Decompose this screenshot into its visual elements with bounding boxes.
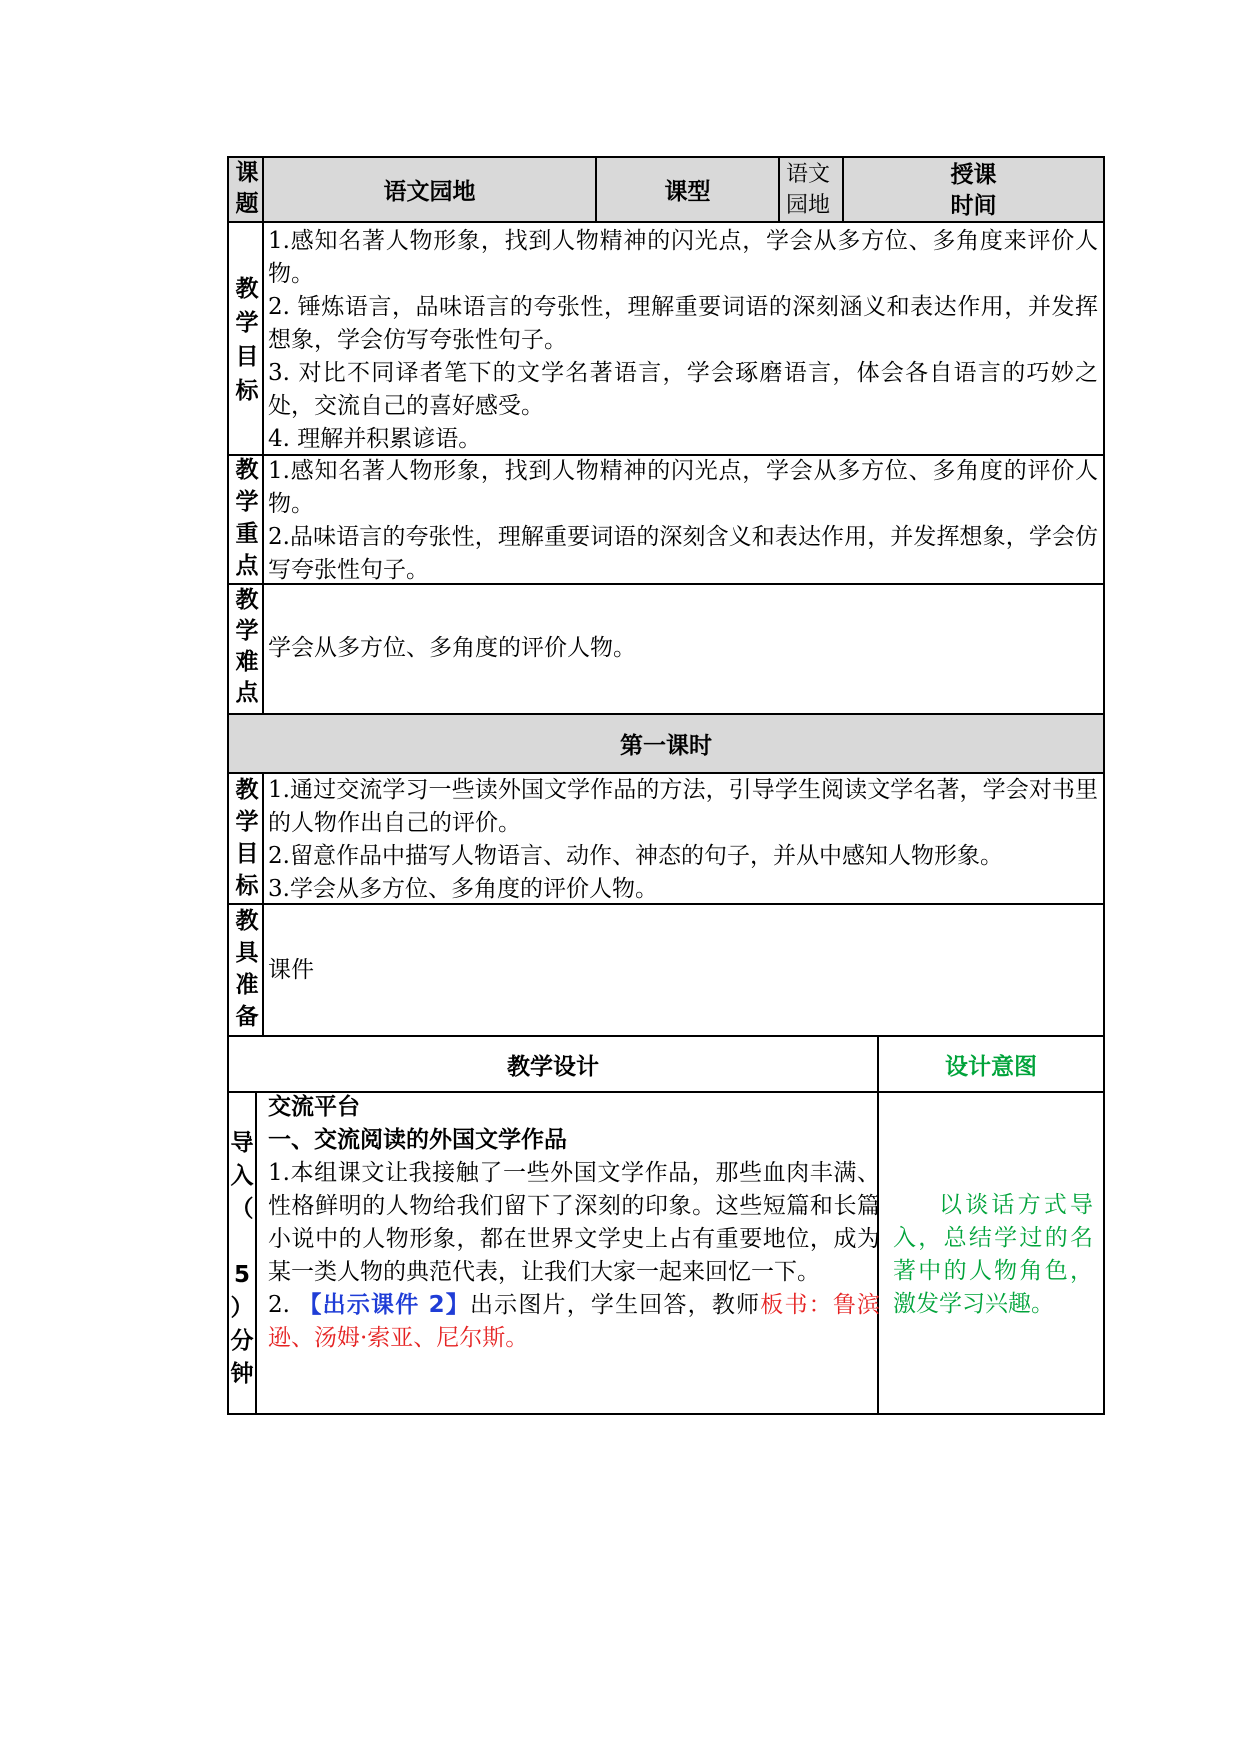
design-paragraph-1: 1.本组课文让我接触了一些外国文学作品，那些血肉丰满、性格鲜明的人物给我们留下了深刻的印象。这些短篇和长篇小说中的人物形象，都在世界文学史上占有重要地位，成为某一类人物的典范代表，让我们大家一起来回忆一下。 [268,1160,880,1285]
time-label [844,160,1103,222]
tools-text: 课件 [268,957,314,983]
difficulties-text: 学会从多方位、多角度的评价人物。 [268,635,636,661]
para2-prefix: 2. [268,1292,299,1318]
lesson-objective-item: 3.学会从多方位、多角度的评价人物。 [268,876,658,902]
topic-label [232,158,262,220]
subsection-title: 一、交流阅读的外国文学作品 [268,1127,567,1153]
design-content [268,1091,880,1355]
objective-item: 2. 锤炼语言，品味语言的夸张性，理解重要词语的深刻涵义和表达作用，并发挥想象，学会仿写夸张性句子。 [268,294,1098,353]
intent-text: 以谈话方式导入，总结学过的名著中的人物角色，激发学习兴趣。 [893,1192,1093,1317]
objective-item: 4. 理解并积累谚语。 [268,426,482,452]
type-value-text: 语文园地 [786,162,831,218]
para2-middle: 出示图片，学生回答，教师 [469,1292,761,1318]
time-label-line1: 授课 [950,162,997,188]
objective-item: 3. 对比不同译者笔下的文学名著语言，学会琢磨语言，体会各自语言的巧妙之处，交流自己的喜好感受。 [268,360,1098,419]
design-header: 教学设计 [507,1053,599,1080]
section-title: 交流平台 [268,1094,360,1120]
key-points-list [268,455,1098,587]
key-point-item: 2.品味语言的夸张性，理解重要词语的深刻含义和表达作用，并发挥想象，学会仿写夸张性句子。 [268,524,1098,583]
lesson-objectives-label: 教 学 目 标 [235,777,259,899]
courseware-tag: 【出示课件 2】 [298,1292,470,1318]
key-points-label: 教 学 重 点 [235,457,259,579]
objectives-list [268,225,1098,456]
lesson-objective-item: 2.留意作品中描写人物语言、动作、神态的句子，并从中感知人物形象。 [268,843,1003,869]
time-label-line2: 时间 [950,193,997,219]
type-value [786,159,838,221]
lesson-objective-item: 1.通过交流学习一些读外国文学作品的方法，引导学生阅读文学名著，学会对书里的人物作出自己的评价。 [268,777,1098,836]
lesson-one-title: 第一课时 [620,733,712,759]
difficulties-label: 教 学 难 点 [235,587,259,706]
intent-header: 设计意图 [945,1053,1037,1080]
objectives-label: 教 学 目 标 [235,276,259,404]
topic-value: 语文园地 [383,179,476,205]
board-writing: 板书：鲁滨逊、汤姆·索亚、尼尔斯。 [268,1292,881,1351]
tools-label: 教 具 准 备 [235,908,259,1030]
key-point-item: 1.感知名著人物形象，找到人物精神的闪光点，学会从多方位、多角度的评价人物。 [268,458,1098,517]
lesson-objectives-list [268,774,1098,906]
stage-label: 导 入 （ 5 ） 分 钟 [230,1130,254,1387]
design-paragraph-2 [268,1289,880,1355]
type-label: 课型 [664,179,711,205]
objective-item: 1.感知名著人物形象，找到人物精神的闪光点，学会从多方位、多角度来评价人物。 [268,228,1098,287]
topic-label-text: 课题 [235,160,259,217]
